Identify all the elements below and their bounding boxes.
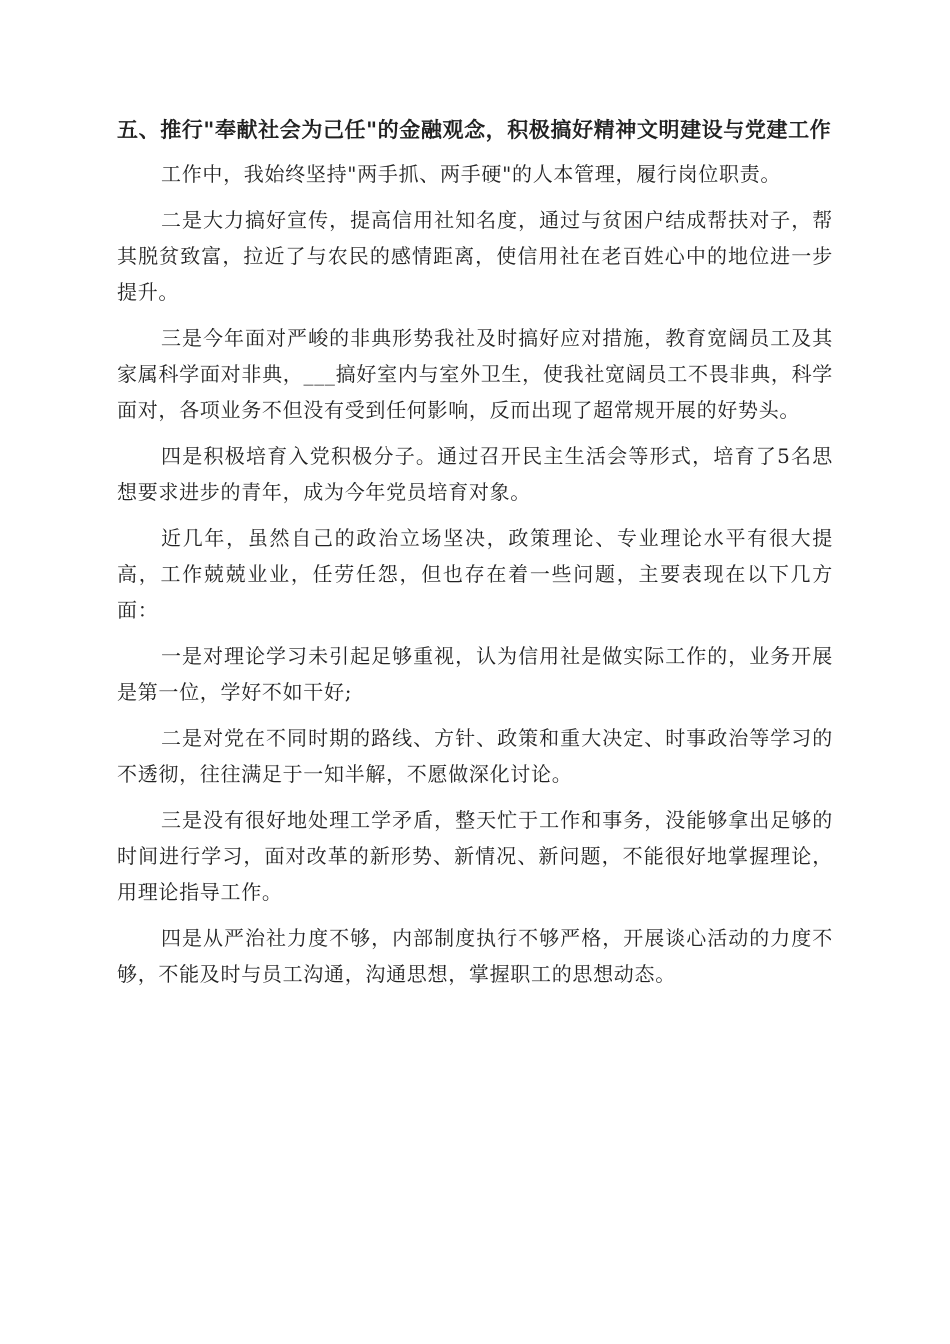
- paragraph: 四是积极培育入党积极分子。通过召开民主生活会等形式，培育了5名思想要求进步的青年，成为今年党员培育对象。: [117, 444, 833, 504]
- paragraph: 三是没有很好地处理工学矛盾，整天忙于工作和事务，没能够拿出足够的时间进行学习，面对改革的新形势、新情况、新问题，不能很好地掌握理论，用理论指导工作。: [117, 808, 833, 904]
- paragraph: 一是对理论学习未引起足够重视，认为信用社是做实际工作的，业务开展是第一位，学好不如干好;: [117, 644, 833, 704]
- section-heading: 五、推行"奉献社会为己任"的金融观念，积极搞好精神文明建设与党建工作: [117, 118, 832, 142]
- document-body: [117, 112, 833, 1002]
- paragraph: 工作中，我始终坚持"两手抓、两手硬"的人本管理，履行岗位职责。: [161, 162, 782, 186]
- paragraph: 二是对党在不同时期的路线、方针、政策和重大决定、时事政治等学习的不透彻，往往满足于一知半解，不愿做深化讨论。: [117, 726, 833, 786]
- paragraph: 四是从严治社力度不够，内部制度执行不够严格，开展谈心活动的力度不够，不能及时与员工沟通，沟通思想，掌握职工的思想动态。: [117, 926, 833, 986]
- paragraph: 三是今年面对严峻的非典形势我社及时搞好应对措施，教育宽阔员工及其家属科学面对非典，___搞好室内与室外卫生，使我社宽阔员工不畏非典，科学面对，各项业务不但没有受到任何影响，反而出现了超常规开展的好势头。: [117, 326, 833, 422]
- paragraph: 二是大力搞好宣传，提高信用社知名度，通过与贫困户结成帮扶对子，帮其脱贫致富，拉近了与农民的感情距离，使信用社在老百姓心中的地位进一步提升。: [117, 208, 833, 304]
- paragraph: 近几年，虽然自己的政治立场坚决，政策理论、专业理论水平有很大提高，工作兢兢业业，任劳任怨，但也存在着一些问题，主要表现在以下几方面：: [117, 526, 833, 622]
